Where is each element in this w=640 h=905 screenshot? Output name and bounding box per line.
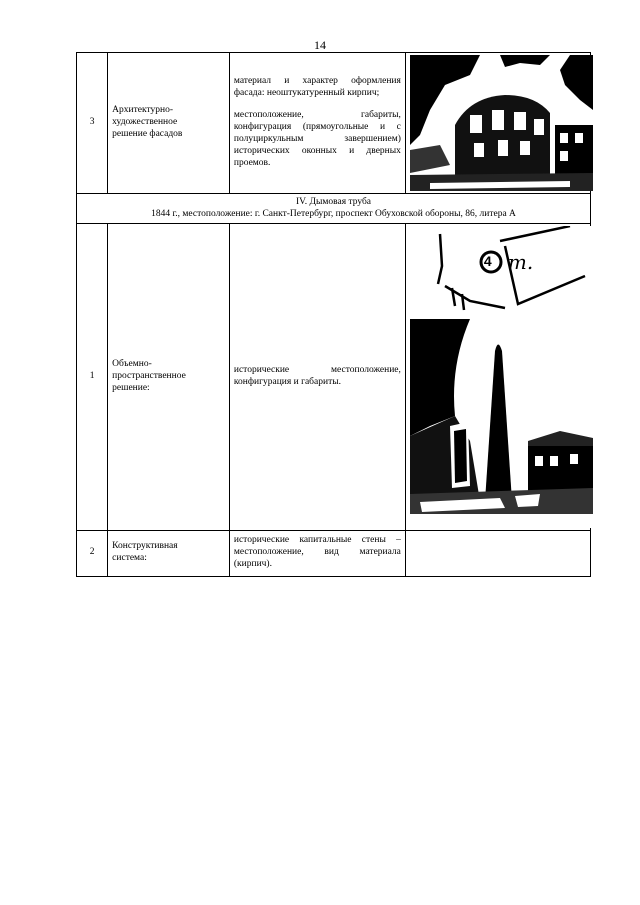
section-header-row — [77, 194, 591, 224]
map-label-number: 4 — [483, 252, 492, 269]
row-number: 1 — [77, 223, 108, 530]
photo-cell — [405, 53, 590, 194]
feature-description — [229, 53, 405, 194]
feature-description — [229, 223, 405, 530]
feature-name — [108, 53, 230, 194]
section-header — [77, 194, 591, 224]
feature-line: художественное — [112, 117, 178, 128]
table-row — [77, 53, 591, 194]
feature-line: решение фасадов — [112, 128, 183, 139]
row-number: 3 — [77, 53, 108, 194]
feature-description — [229, 530, 405, 576]
feature-line: пространственное — [112, 370, 186, 381]
description-paragraph: исторические капитальные стены – местоположение, вид материала (кирпич). — [233, 535, 401, 570]
description-paragraph: местоположение, габариты, конфигурация (прямоугольные и с полуциркульным завершением) исторических оконных и дверных проемов. — [233, 110, 401, 168]
chimney-photo — [410, 319, 593, 514]
section-title: IV. Дымовая труба — [295, 197, 372, 207]
building-facade-photo — [410, 55, 593, 191]
description-paragraph: материал и характер оформления фасада: неоштукатуренный кирпич; — [233, 76, 401, 99]
elements-table — [76, 52, 591, 577]
description-paragraph: исторические местоположение, конфигурация и габариты. — [233, 364, 401, 387]
table-row — [77, 223, 591, 530]
section-subtitle: 1844 г., местоположение: г. Санкт-Петербург, проспект Обуховской обороны, 86, литера А — [151, 209, 516, 220]
table-row — [77, 530, 591, 576]
feature-line: система: — [112, 553, 147, 564]
photo-cell — [405, 223, 590, 530]
map-label-text: m. — [507, 249, 534, 274]
feature-line: Архитектурно- — [112, 105, 173, 116]
feature-name — [108, 530, 230, 576]
feature-name — [108, 223, 230, 530]
chimney-map-and-photo — [410, 226, 593, 528]
photo-cell-empty — [405, 530, 590, 576]
feature-line: Конструктивная — [112, 541, 178, 552]
feature-line: Объемно- — [112, 358, 152, 369]
feature-line: решение: — [112, 382, 150, 393]
page-number: 14 — [314, 38, 326, 52]
row-number: 2 — [77, 530, 108, 576]
